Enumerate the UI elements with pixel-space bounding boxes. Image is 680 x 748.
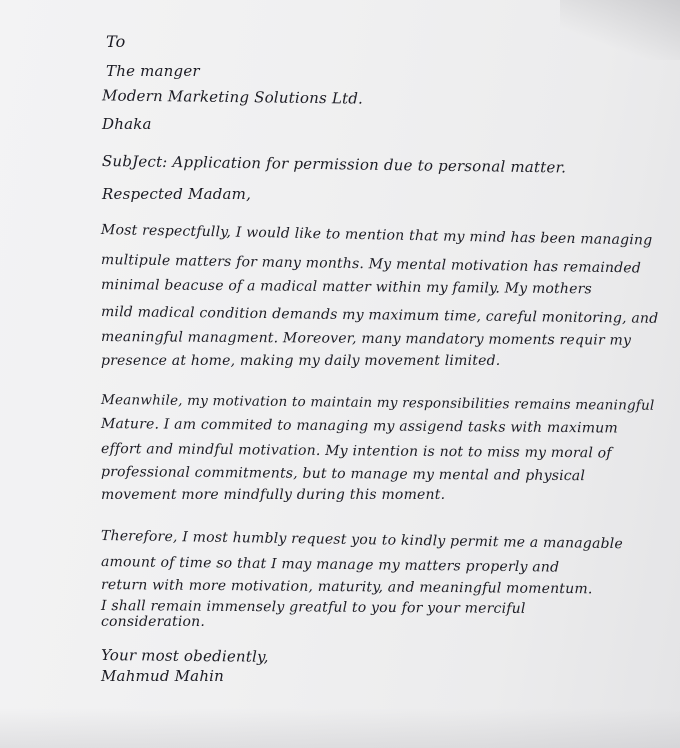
paragraph-2-line: Mature. I am commited to managing my assigend tasks with maximum xyxy=(100,416,618,437)
paragraph-1-line: minimal beacuse of a madical matter within my family. My mothers xyxy=(100,277,592,298)
recipient-name: The manger xyxy=(106,62,200,80)
paragraph-1-line: meaningful managment. Moreover, many mandatory moments requir my xyxy=(100,329,632,349)
paragraph-3-line: I shall remain immensely greatful to you for your merciful xyxy=(100,598,526,617)
paper-shadow xyxy=(560,0,680,60)
to-label: To xyxy=(106,32,126,51)
paper-bottom-shadow xyxy=(0,708,680,748)
paragraph-2-line: professional commitments, but to manage my mental and physical xyxy=(100,464,586,485)
recipient-city: Dhaka xyxy=(102,115,152,133)
closing: Your most obediently, xyxy=(100,646,269,666)
recipient-company: Modern Marketing Solutions Ltd. xyxy=(101,86,364,108)
paragraph-2-line: movement more mindfully during this moment. xyxy=(101,487,446,503)
paragraph-1-line: multipule matters for many months. My mental motivation has remainded xyxy=(100,252,642,277)
subject-line: SubJect: Application for permission due to personal matter. xyxy=(101,152,567,177)
paragraph-3-line: return with more motivation, maturity, and meaningful momentum. xyxy=(100,577,593,598)
paragraph-2-line: Meanwhile, my motivation to maintain my responsibilities remains meaningful xyxy=(100,392,655,414)
paragraph-1-line: presence at home, making my daily movement limited. xyxy=(101,353,501,369)
paragraph-2-line: effort and mindful motivation. My intention is not to miss my moral of xyxy=(100,441,612,462)
paragraph-3-line: amount of time so that I may manage my matters properly and xyxy=(100,554,560,576)
paragraph-1-line: Most respectfully, I would like to mention that my mind has been managing xyxy=(100,222,653,249)
paragraph-3-line: consideration. xyxy=(101,614,206,630)
paragraph-1-line: mild madical condition demands my maximum time, careful monitoring, and xyxy=(100,304,659,327)
signature-name: Mahmud Mahin xyxy=(101,667,225,685)
salutation: Respected Madam, xyxy=(102,185,252,203)
paragraph-3-line: Therefore, I most humbly request you to kindly permit me a managable xyxy=(100,528,624,553)
